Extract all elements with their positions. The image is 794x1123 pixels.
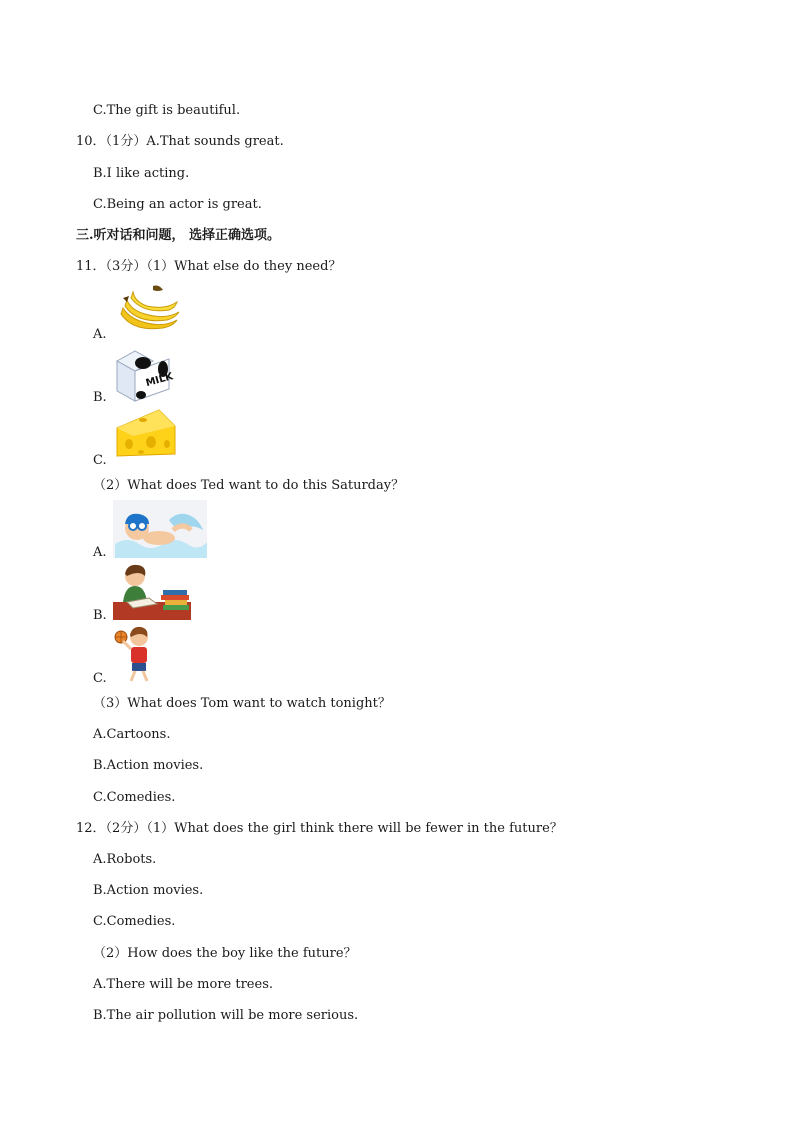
swimming-boy-image — [113, 500, 207, 558]
q12-sub2-option-b: B.The air pollution will be more serious. — [93, 1008, 359, 1023]
q11-sub1-question: （1）What else do they need？ — [146, 259, 342, 274]
q10-option-c: C.Being an actor is great. — [93, 197, 262, 212]
q10-option-a: A.That sounds great. — [146, 134, 284, 149]
milk-carton-image — [113, 345, 175, 403]
q10-stem — [76, 134, 284, 150]
q11-number: 11．（3分） — [76, 259, 147, 274]
reading-boy-image — [113, 562, 191, 620]
q12-sub2-question: （2）How does the boy like the future？ — [93, 946, 357, 961]
q10-number: 10．（1分） — [76, 134, 147, 149]
q11-stem — [76, 259, 341, 275]
q11-sub2-label-a: A. — [93, 545, 107, 560]
q11-sub1-label-c: C. — [93, 453, 107, 468]
q12-sub1-option-a: A.Robots. — [93, 852, 157, 867]
q11-sub1-label-b: B. — [93, 390, 107, 405]
q12-sub1-option-c: C.Comedies. — [93, 914, 176, 929]
bananas-image — [113, 284, 181, 338]
basketball-boy-image — [113, 625, 157, 683]
milk-carton-text: MILK — [144, 371, 175, 390]
q12-sub1-option-b: B.Action movies. — [93, 883, 204, 898]
q11-sub3-option-a: A.Cartoons. — [93, 727, 171, 742]
section-heading: 三.听对话和问题， 选择正确选项。 — [76, 228, 281, 243]
q12-number: 12．（2分） — [76, 821, 147, 836]
q12-sub1-question: （1）What does the girl think there will be fewer in the future？ — [146, 821, 563, 836]
q11-sub2-label-c: C. — [93, 671, 107, 686]
q12-stem — [76, 821, 563, 837]
q9-option-c: C.The gift is beautiful. — [93, 103, 241, 118]
cheese-image — [113, 406, 177, 464]
q11-sub3-option-c: C.Comedies. — [93, 790, 176, 805]
q11-sub1-label-a: A. — [93, 327, 107, 342]
q12-sub2-option-a: A.There will be more trees. — [93, 977, 274, 992]
q10-option-b: B.I like acting. — [93, 166, 190, 181]
q11-sub3-question: （3）What does Tom want to watch tonight？ — [93, 696, 391, 711]
q11-sub2-question: （2）What does Ted want to do this Saturday？ — [93, 478, 405, 493]
q11-sub2-label-b: B. — [93, 608, 107, 623]
q11-sub3-option-b: B.Action movies. — [93, 758, 204, 773]
